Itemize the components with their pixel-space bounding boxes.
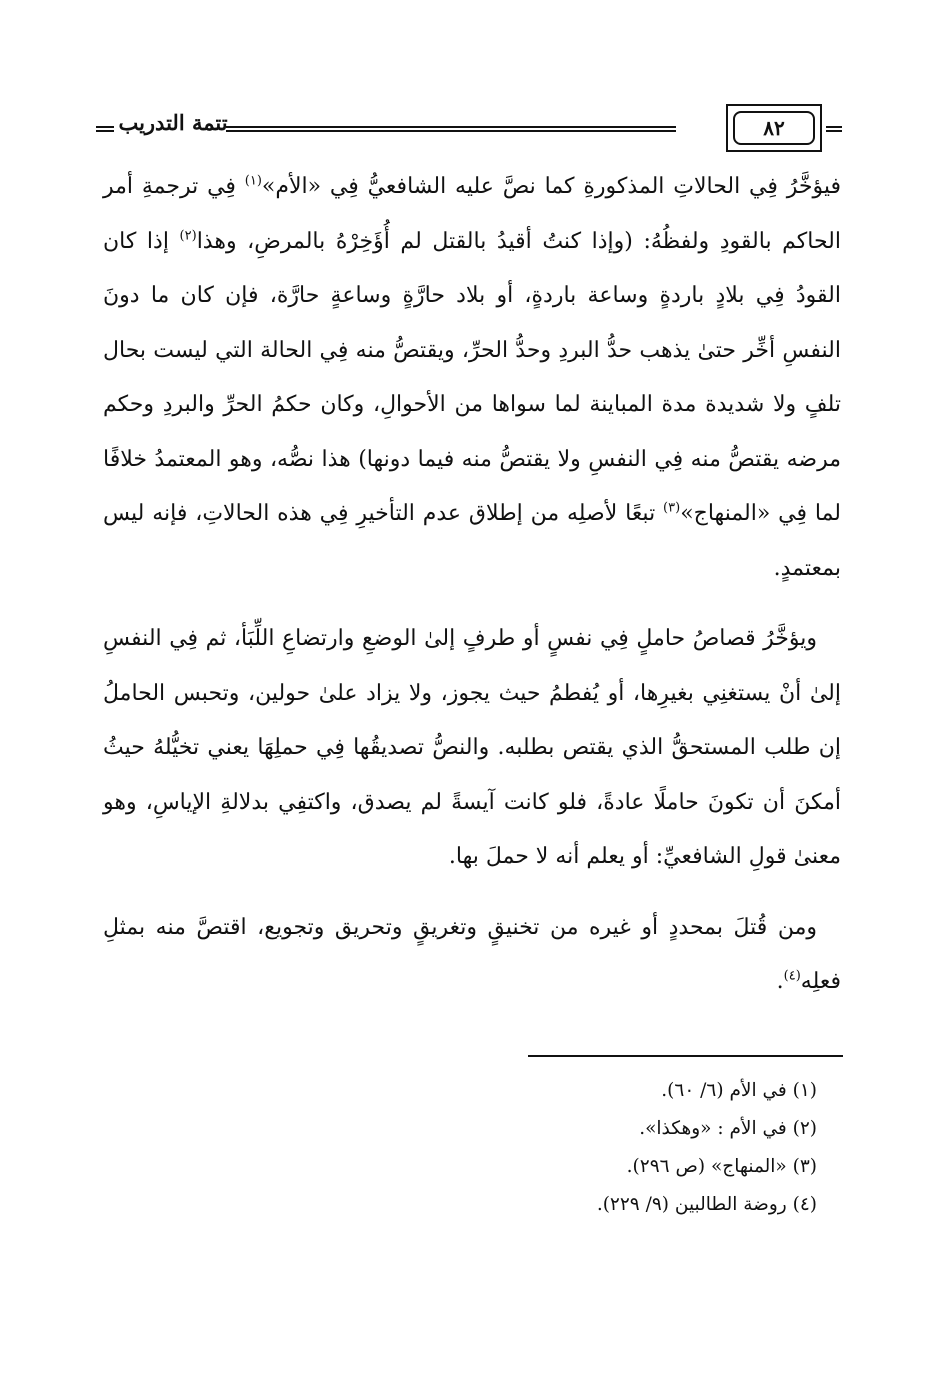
footnote-ref-4: (٤) bbox=[783, 968, 801, 984]
footnote-ref-2: (٢) bbox=[179, 228, 197, 244]
paragraph-2: ويؤخَّرُ قصاصُ حاملٍ فِي نفسٍ أو طرفٍ إلىٰ الوضعِ وارتضاعِ اللِّبَأ، ثم فِي النفسِ إلىٰ أنْ يستغنِي بغيرِها، أو يُفطمُ حيث يجوز، ولا يزاد علىٰ حولين، وتحبس الحاملُ إن طلب المستحقُّ الذي يقتص بطلبه. والنصُّ تصديقُها فِي حملِهَا يعني تخيُّلهُ حيثُ أمكنَ أن تكونَ حاملًا عادةً، فلو كانت آيسةً لم يصدق، واكتفِي بدلالةِ الإياسِ، وهو معنىٰ قولِ الشافعيِّ: أو يعلم أنه لا حملَ بها. bbox=[103, 626, 841, 869]
paragraph-1-text-b: فِي ترجمةِ أمر الحاكم بالقودِ ولفظُهُ: (وإذا كنتُ أقيدُ بالقتل لم أُؤَخِرْهُ بالمرضِ، وهذا bbox=[103, 174, 841, 254]
footnote-ref-1: (١) bbox=[244, 173, 262, 189]
footnote-ref-3: (٣) bbox=[663, 500, 681, 516]
paragraph-1 bbox=[103, 160, 841, 596]
header-rule-left bbox=[96, 126, 114, 132]
footnote-1: (١) في الأم (٦/ ٦٠). bbox=[661, 1080, 817, 1101]
footnote-2: (٢) في الأم : «وهكذا». bbox=[639, 1118, 817, 1139]
running-title: تتمة التدريب bbox=[118, 110, 228, 135]
main-text bbox=[103, 160, 841, 1010]
page-header bbox=[96, 104, 842, 160]
paragraph-3 bbox=[103, 901, 841, 1010]
footnotes bbox=[117, 1072, 817, 1224]
footnote-4: (٤) روضة الطالبين (٩/ ٢٢٩). bbox=[596, 1194, 817, 1215]
paragraph-3-text-a: ومن قُتلَ بمحددٍ أو غيره من تخنيقٍ وتغريقٍ وتحريق وتجويع، اقتصَّ منه بمثلِ فعلِه bbox=[103, 914, 841, 994]
page-number: ٨٢ bbox=[733, 111, 815, 145]
page-number-box bbox=[726, 104, 822, 152]
header-rule-right bbox=[826, 126, 842, 132]
paragraph-1-text-d: تبعًا لأصلِه من إطلاق عدم التأخيرِ فِي هذه الحالاتِ، فإنه ليس بمعتمدٍ. bbox=[103, 501, 841, 581]
paragraph-1-text-a: فيؤخَّرُ فِي الحالاتِ المذكورةِ كما نصَّ عليه الشافعيُّ فِي «الأم» bbox=[261, 174, 841, 199]
header-rule-middle bbox=[226, 126, 676, 132]
footnote-3: (٣) «المنهاج» (ص ٢٩٦). bbox=[626, 1156, 817, 1177]
footnote-separator bbox=[528, 1055, 843, 1057]
paragraph-1-text-c: إذا كان القودُ فِي بلادٍ باردةٍ وساعة باردةٍ، أو بلاد حارَّةٍ وساعةٍ حارَّة، فإن كان ما دونَ النفسِ أخِّر حتىٰ يذهب حدُّ البردِ وحدُّ الحرِّ، ويقتصُّ منه فِي الحالة التي ليست بحال تلفٍ ولا شديدة مدة المباينة لما سواها من الأحوالِ، وكان حكمُ الحرِّ والبردِ وحكم مرضه يقتصُّ منه فِي النفسِ ولا يقتصُّ منه فيما دونها) هذا نصُّه، وهو المعتمدُ خلافًا لما فِي «المنهاج» bbox=[103, 228, 842, 526]
paragraph-3-text-b: . bbox=[776, 969, 784, 994]
